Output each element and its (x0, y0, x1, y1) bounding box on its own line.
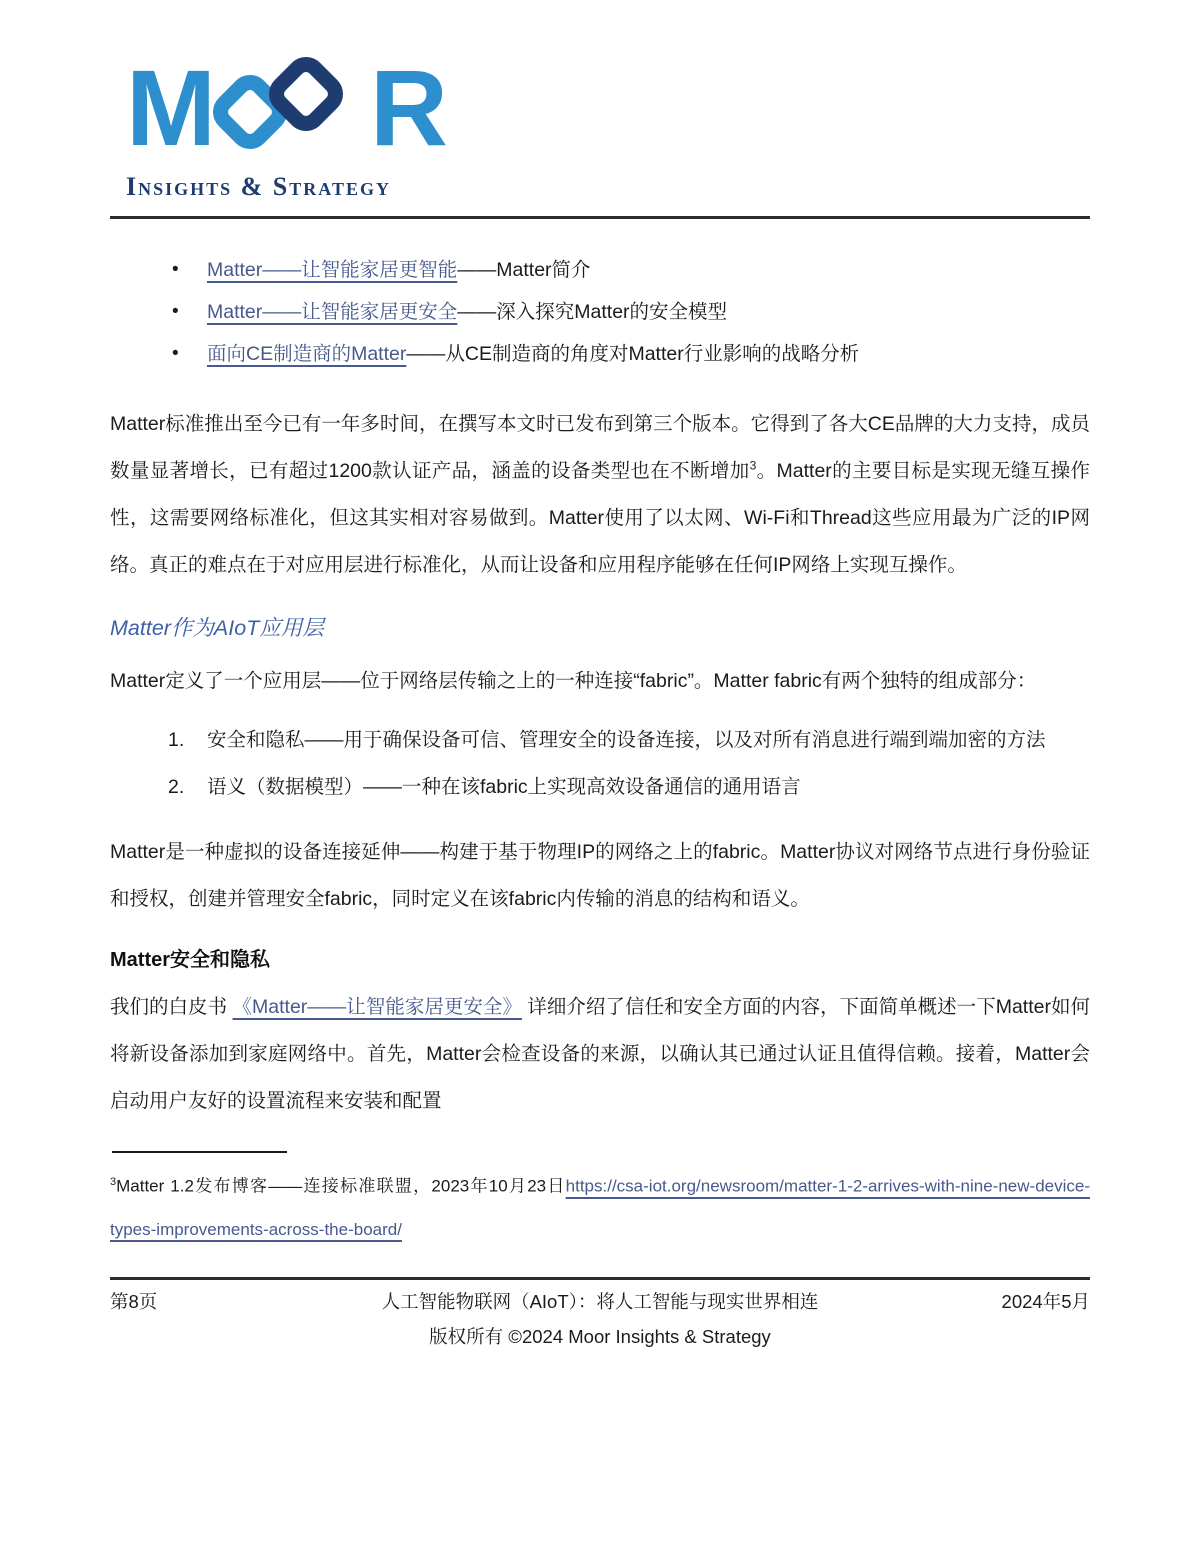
footnote-divider (112, 1151, 287, 1153)
footer-line1 (110, 1288, 1090, 1314)
footer-date: 2024年5月 (1001, 1290, 1090, 1312)
footnote-number: 3 (110, 1176, 117, 1188)
list-number: 1. (168, 729, 185, 751)
list-item (110, 249, 1090, 291)
footnote-url-link[interactable]: https://csa-iot.org/newsroom/matter-1-2-arrives-with-nine-new-device-types-improvements-across-the-board/ (110, 1176, 1090, 1239)
whitepaper-link-safer-inline[interactable]: 《Matter——让智能家居更安全》 (232, 996, 522, 1018)
footnote-3 (110, 1161, 1090, 1251)
paragraph-virtual-fabric: Matter是一种虚拟的设备连接延伸——构建于基于物理IP的网络之上的fabric。Matter协议对网络节点进行身份验证和授权，创建并管理安全fabric，同时定义在该fabric内传输的消息的结构和语义。 (110, 841, 1090, 910)
section-heading-matter-aiot-layer: Matter作为AIoT应用层 (110, 616, 324, 640)
section-heading-matter-security-privacy: Matter安全和隐私 (110, 949, 271, 971)
footer-document-title: 人工智能物联网（AIoT）：将人工智能与现实世界相连 (381, 1290, 819, 1312)
related-papers-list (110, 249, 1090, 375)
paragraph-matter-standard (110, 401, 1090, 589)
whitepaper-link-safer[interactable]: Matter——让智能家居更安全 (207, 301, 458, 323)
list-number: 2. (168, 776, 185, 798)
list-item-text: 语义（数据模型）——一种在该fabric上实现高效设备通信的通用语言 (207, 776, 801, 798)
list-item-text: ——从CE制造商的角度对Matter行业影响的战略分析 (406, 343, 860, 365)
page-number: 第8页 (110, 1290, 158, 1312)
list-item-text: ——Matter简介 (457, 259, 591, 281)
document-page (0, 47, 1200, 1555)
logo-diamonds (212, 56, 370, 168)
footnote-ref-3[interactable]: 3 (749, 458, 757, 473)
list-item (110, 717, 1090, 764)
page-footer (110, 1288, 1090, 1349)
logo-subtitle: Insights & Strategy (126, 172, 391, 201)
paragraph-text: 详细介绍了信任和安全方面的内容，下面简单概述一下Matter如何将新设备添加到家庭网络中。首先，Matter会检查设备的来源，以确认其已通过认证且值得信赖。接着，Matter会启动用户友好的设置流程来安装和配置 (110, 996, 1090, 1112)
header-divider (110, 216, 1090, 219)
footer-divider (110, 1277, 1090, 1280)
paragraph-text: 我们的白皮书 (110, 996, 233, 1018)
fabric-components-list (110, 717, 1090, 811)
paragraph-security-overview (110, 984, 1090, 1125)
list-item (110, 333, 1090, 375)
paragraph-text: Matter标准推出至今已有一年多时间，在撰写本文时已发布到第三个版本。它得到了各大CE品牌的大力支持，成员数量显著增长，已有超过1200款认证产品，涵盖的设备类型也在不断增加 (110, 413, 1090, 482)
paragraph-text: 。Matter的主要目标是实现无缝互操作性，这需要网络标准化，但这其实相对容易做到。Matter使用了以太网、Wi-Fi和Thread这些应用最为广泛的IP网络。真正的难点在于对应用层进行标准化，从而让设备和应用程序能够在任何IP网络上实现互操作。 (110, 460, 1090, 576)
logo-letter-m: M (126, 47, 212, 168)
moor-logo-wordmark (126, 47, 444, 168)
whitepaper-link-smarter[interactable]: Matter——让智能家居更智能 (207, 259, 458, 281)
list-item (110, 764, 1090, 811)
list-item-text: ——深入探究Matter的安全模型 (457, 301, 728, 323)
list-item-text: 安全和隐私——用于确保设备可信、管理安全的设备连接，以及对所有消息进行端到端加密的方法 (207, 729, 1046, 751)
paragraph-fabric-intro: Matter定义了一个应用层——位于网络层传输之上的一种连接“fabric”。Matter fabric有两个独特的组成部分： (110, 670, 1037, 692)
footnote-text: Matter 1.2发布博客——连接标准联盟，2023年10月23日 (116, 1176, 566, 1196)
list-item (110, 291, 1090, 333)
footer-copyright: 版权所有 ©2024 Moor Insights & Strategy (429, 1325, 771, 1347)
moor-logo (126, 47, 444, 202)
logo-letter-r: R (369, 47, 444, 168)
whitepaper-link-ce-makers[interactable]: 面向CE制造商的Matter (207, 343, 407, 365)
